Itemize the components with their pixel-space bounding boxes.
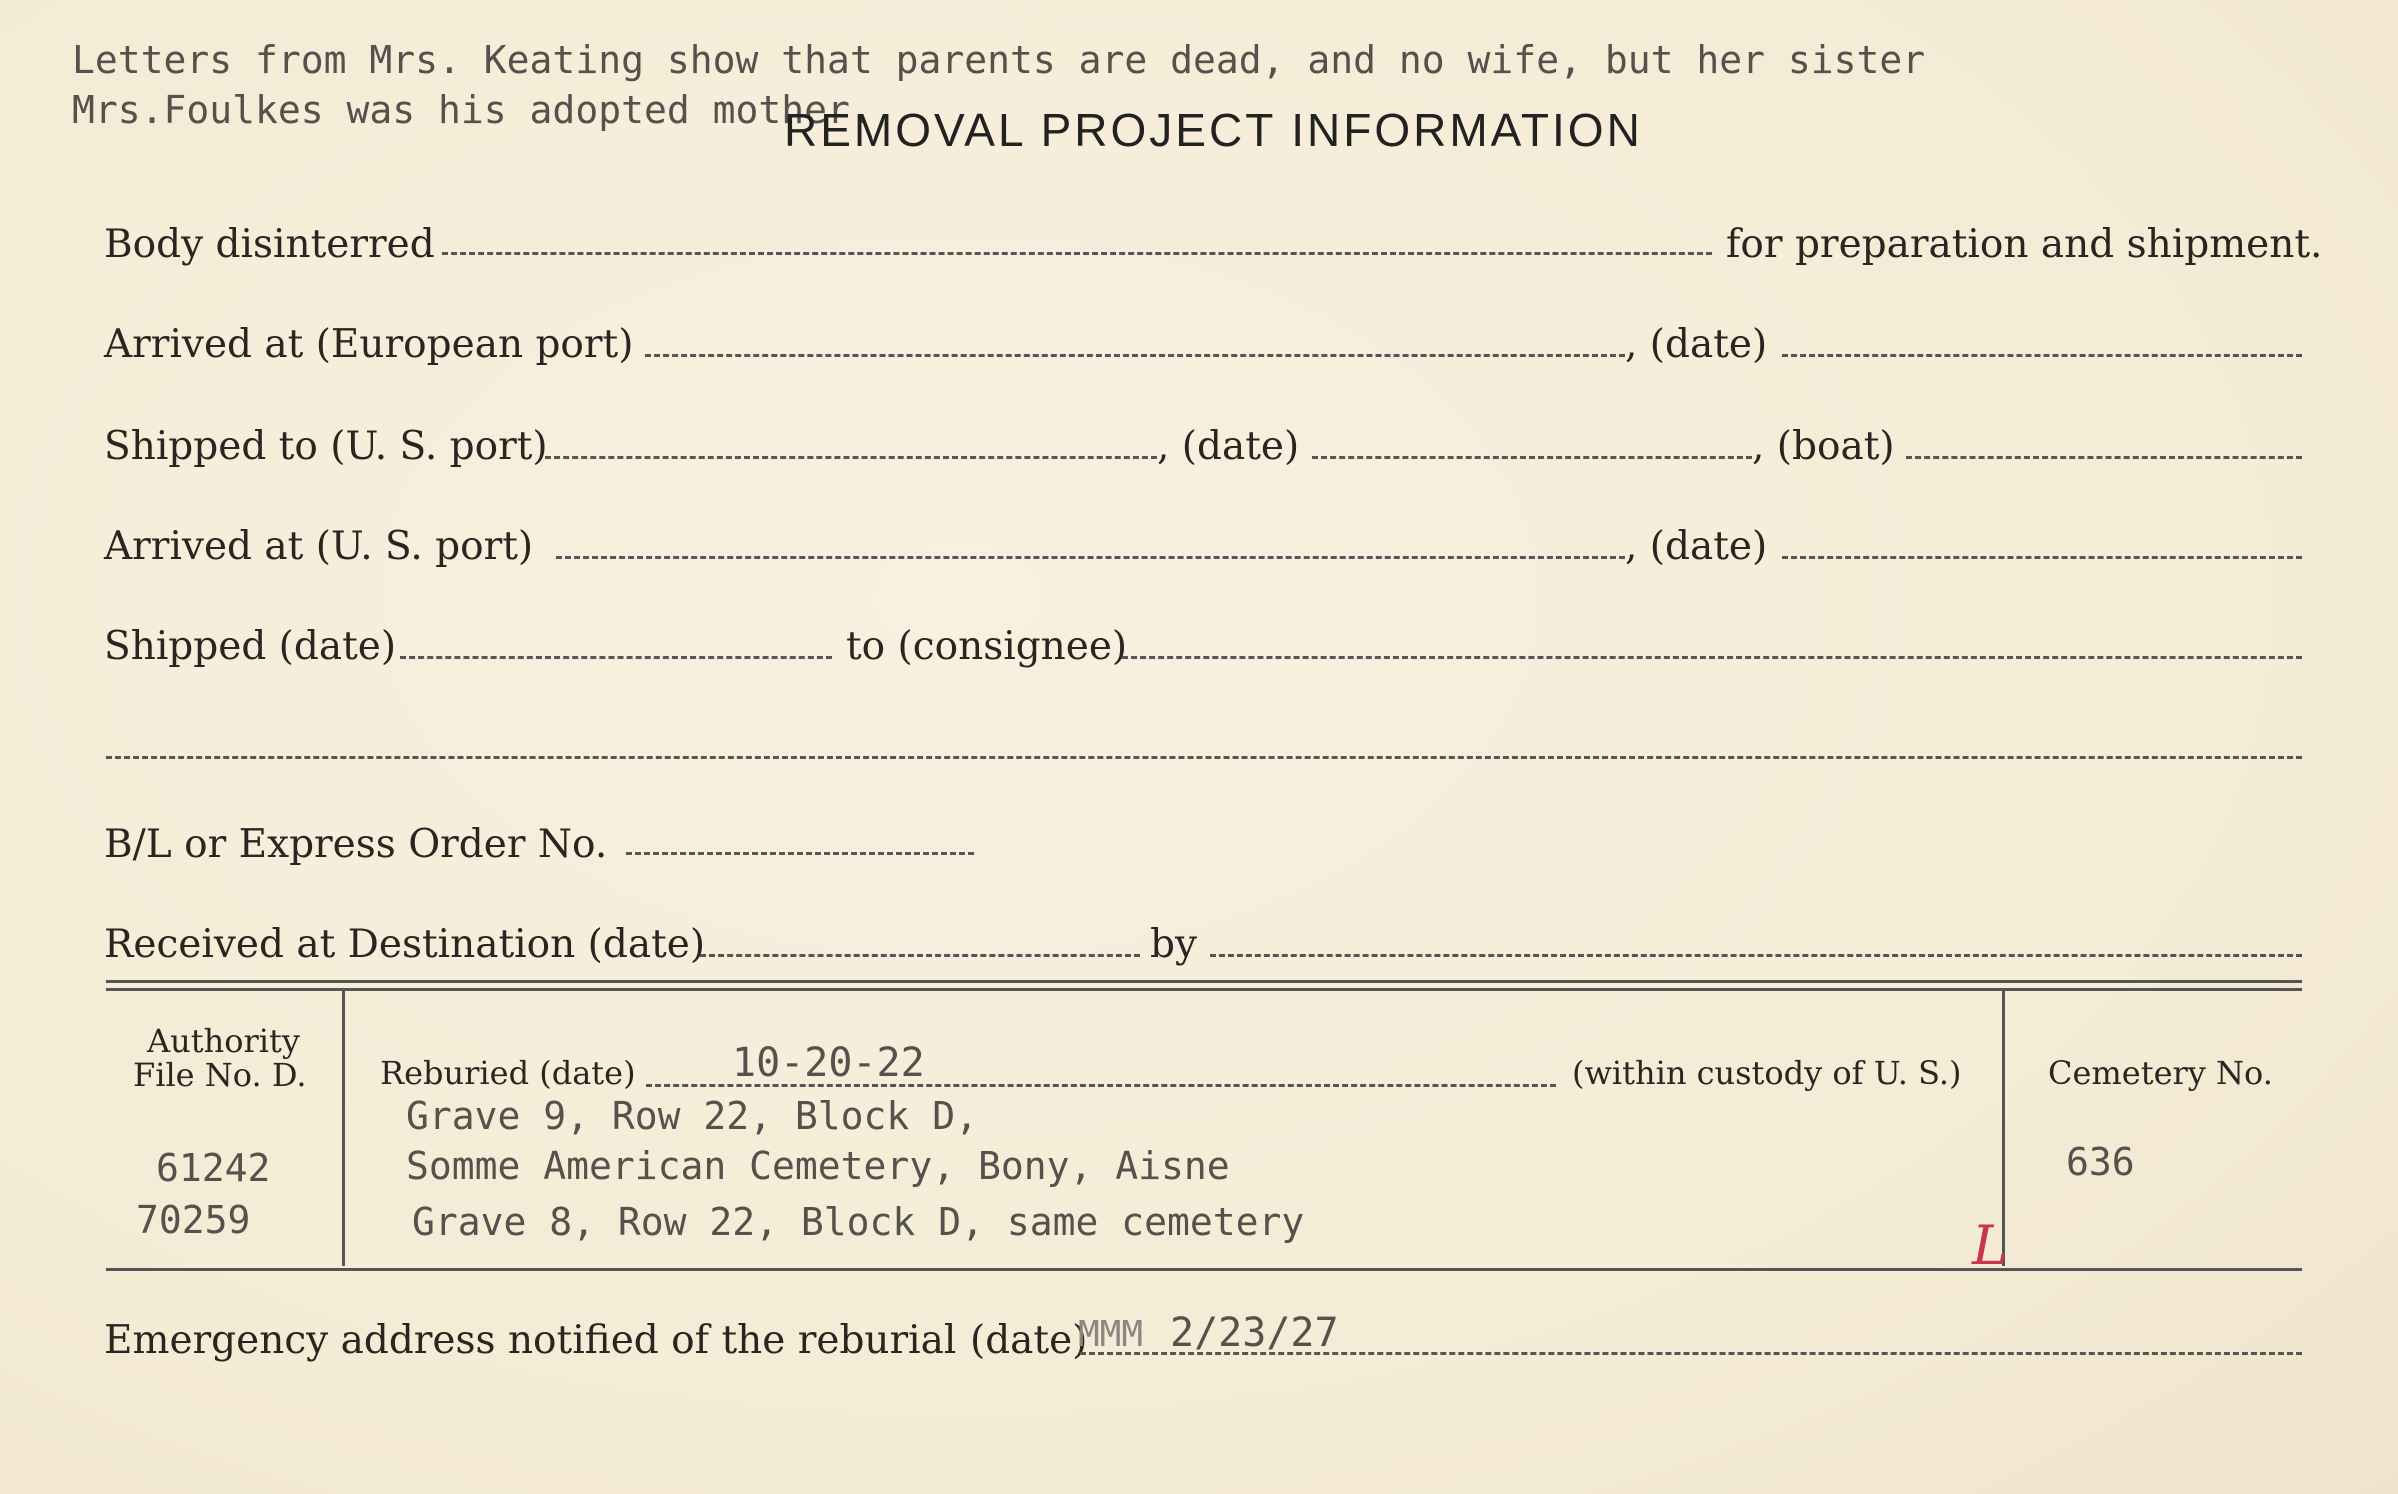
- cemetery-no: 636: [2066, 1140, 2135, 1184]
- file-number-2: 70259: [136, 1198, 251, 1242]
- shipped-date-line: [400, 656, 832, 659]
- shipped-to-us-date-line: [1312, 456, 1752, 459]
- authority-label: Authority: [147, 1022, 300, 1060]
- emergency-date-label: (date): [970, 1318, 1088, 1363]
- within-custody-label: (within custody of U. S.): [1572, 1054, 1962, 1092]
- boat-line: [1906, 456, 2302, 459]
- emergency-date: 2/23/27: [1170, 1310, 1339, 1356]
- arrived-european-date-label: , (date): [1625, 322, 1768, 367]
- table-top-rule: [106, 980, 2302, 983]
- arrived-us-line: [556, 556, 1625, 559]
- received-label: Received at Destination (date): [104, 922, 706, 967]
- note-line-1: Letters from Mrs. Keating show that parents are dead, and no wife, but her sister: [72, 38, 1926, 82]
- received-line: [700, 954, 1140, 957]
- body-disinterred-line: [442, 252, 1712, 255]
- arrived-us-date-line: [1782, 556, 2302, 559]
- note-line-2: Mrs.Foulkes was his adopted mother.: [72, 88, 873, 132]
- bl-order-label: B/L or Express Order No.: [104, 822, 608, 867]
- consignee-label: to (consignee): [846, 624, 1128, 669]
- file-number-1: 61242: [156, 1146, 271, 1190]
- arrived-european-line: [645, 354, 1625, 357]
- grave-line-1: Grave 9, Row 22, Block D,: [406, 1094, 978, 1138]
- by-label: by: [1150, 922, 1197, 967]
- body-disinterred-label: Body disinterred: [104, 222, 435, 267]
- shipped-date-label: Shipped (date): [104, 624, 397, 669]
- shipped-to-us-line: [545, 456, 1157, 459]
- cemetery-no-label: Cemetery No.: [2048, 1054, 2273, 1092]
- arrived-us-date-label: , (date): [1625, 524, 1768, 569]
- emergency-label: Emergency address notified of the reburial: [104, 1318, 957, 1363]
- check-mark: L: [1972, 1214, 2008, 1277]
- blank-line: [106, 756, 2302, 759]
- shipped-to-us-date-label: , (date): [1157, 424, 1300, 469]
- arrived-us-label: Arrived at (U. S. port): [104, 524, 534, 569]
- arrived-european-label: Arrived at (European port): [104, 322, 634, 367]
- consignee-line: [1122, 656, 2302, 659]
- file-no-label: File No. D.: [133, 1056, 307, 1094]
- table-top-rule-2: [106, 988, 2302, 991]
- arrived-european-date-line: [1782, 354, 2302, 357]
- bl-order-line: [626, 852, 974, 855]
- table-divider-left: [342, 990, 345, 1266]
- card-title: REMOVAL PROJECT INFORMATION: [784, 104, 1643, 156]
- grave-line-3: Grave 8, Row 22, Block D, same cemetery: [412, 1200, 1305, 1244]
- grave-line-2: Somme American Cemetery, Bony, Aisne: [406, 1144, 1230, 1188]
- reburied-label: Reburied (date): [380, 1054, 636, 1092]
- shipped-to-us-label: Shipped to (U. S. port): [104, 424, 548, 469]
- reburied-date: 10-20-22: [732, 1040, 925, 1086]
- preparation-label: for preparation and shipment.: [1726, 222, 2323, 267]
- boat-label: , (boat): [1752, 424, 1895, 469]
- by-line: [1210, 954, 2302, 957]
- emergency-initials: MMM: [1078, 1314, 1144, 1355]
